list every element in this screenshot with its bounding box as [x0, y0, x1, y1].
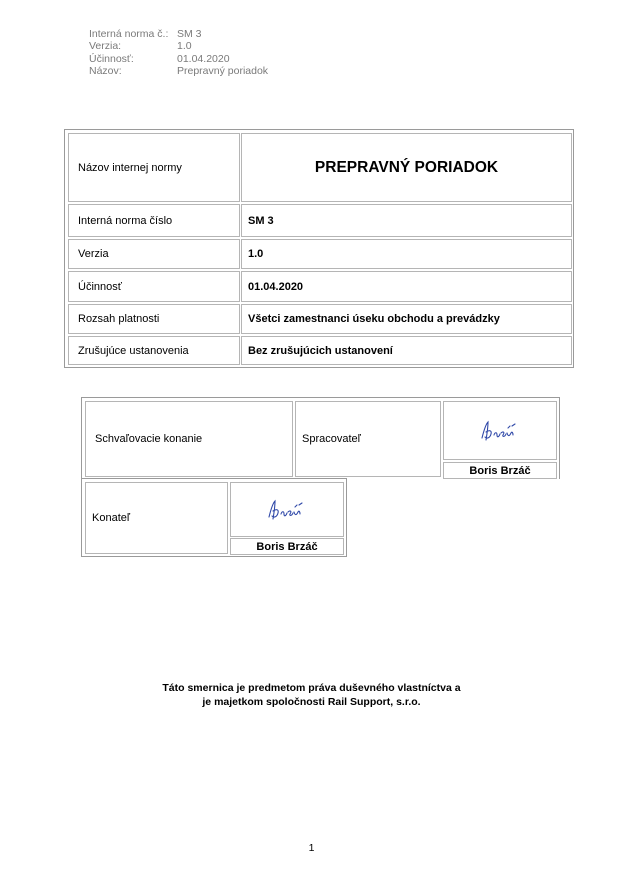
executor-signature	[230, 482, 344, 537]
norm-name-label: Názov internej normy	[68, 133, 240, 202]
repeal-value: Bez zrušujúcich ustanovení	[241, 336, 572, 365]
header-row-version	[89, 40, 268, 52]
approval-label: Schvaľovacie konanie	[85, 401, 293, 477]
executor-label: Konateľ	[85, 482, 228, 554]
signature-icon	[478, 418, 522, 444]
ownership-line-2: je majetkom spoločnosti Rail Support, s.r.o.	[202, 696, 421, 708]
header-row-name	[89, 65, 268, 77]
scope-label: Rozsah platnosti	[68, 304, 240, 334]
header-value: 1.0	[177, 40, 192, 53]
processor-label: Spracovateľ	[295, 401, 441, 477]
header-value: 01.04.2020	[177, 52, 230, 65]
processor-name: Boris Brzáč	[443, 462, 557, 479]
executor-table	[81, 478, 347, 557]
header-key: Účinnosť:	[89, 52, 134, 65]
header-row-number	[89, 28, 268, 40]
signature-icon	[265, 497, 309, 523]
repeal-label: Zrušujúce ustanovenia	[68, 336, 240, 365]
norm-info-table	[64, 129, 574, 368]
version-label: Verzia	[68, 239, 240, 269]
document-header	[89, 28, 268, 78]
header-value: SM 3	[177, 28, 202, 40]
effective-value: 01.04.2020	[241, 271, 572, 302]
header-row-effective	[89, 53, 268, 65]
header-value: Prepravný poriadok	[177, 65, 269, 78]
executor-name: Boris Brzáč	[230, 538, 344, 555]
norm-name-value: PREPRAVNÝ PORIADOK	[241, 133, 572, 202]
ownership-notice	[0, 681, 623, 709]
norm-number-value: SM 3	[241, 204, 572, 237]
version-value: 1.0	[241, 239, 572, 269]
page-number: 1	[308, 842, 315, 854]
effective-label: Účinnosť	[68, 271, 240, 302]
header-key: Verzia:	[89, 40, 122, 53]
approval-table	[81, 397, 560, 479]
norm-number-label: Interná norma číslo	[68, 204, 240, 237]
processor-signature	[443, 401, 557, 460]
header-key: Interná norma č.:	[89, 28, 169, 40]
ownership-line-1: Táto smernica je predmetom práva duševného vlastníctva a	[162, 682, 461, 694]
header-key: Názov:	[89, 65, 122, 78]
scope-value: Všetci zamestnanci úseku obchodu a prevádzky	[241, 304, 572, 334]
